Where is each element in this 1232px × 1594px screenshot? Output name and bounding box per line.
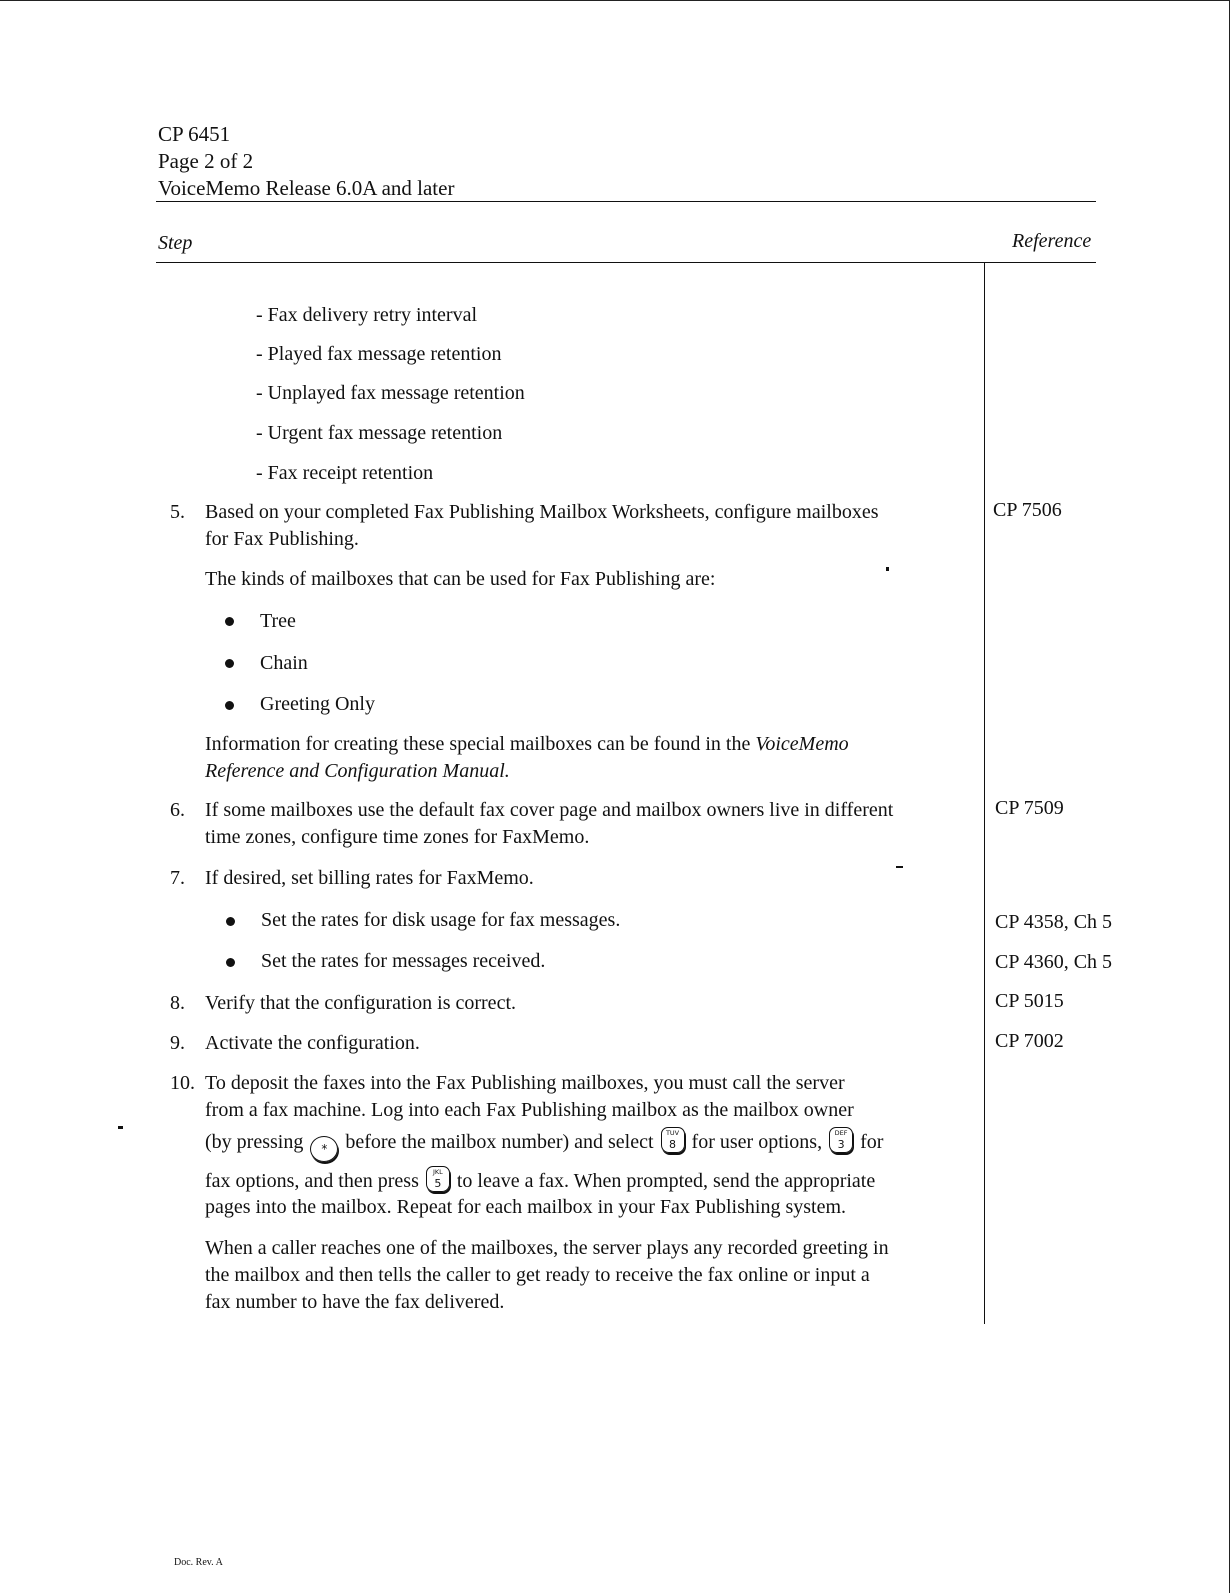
step-5-text-line2: for Fax Publishing.	[205, 528, 359, 550]
step-7-number: 7.	[170, 867, 185, 889]
step-10-text-segment: to leave a fax. When prompted, send the appropriate	[456, 1170, 876, 1192]
key-letters: TUV	[665, 1129, 680, 1137]
kind-tree: Tree	[260, 610, 296, 632]
bullet-icon	[226, 958, 235, 967]
key-digit: 3	[837, 1138, 845, 1151]
step-6-reference: CP 7509	[995, 797, 1064, 819]
doc-id: CP 6451	[158, 122, 231, 146]
dash-item-retry-interval: - Fax delivery retry interval	[256, 304, 478, 326]
dash-item-played-retention: - Played fax message retention	[256, 343, 502, 365]
step-6-number: 6.	[170, 799, 185, 821]
step-5-reference: CP 7506	[993, 499, 1062, 521]
step-10-text-line4	[205, 1166, 875, 1195]
step-10-text-line3	[205, 1127, 883, 1162]
step-7-sub-messages-received-reference: CP 4360, Ch 5	[995, 951, 1113, 973]
def-3-key-icon	[829, 1127, 853, 1153]
step-10-text-line1: To deposit the faxes into the Fax Publishing mailboxes, you must call the server	[205, 1072, 845, 1094]
kind-chain: Chain	[260, 652, 308, 674]
bullet-icon	[226, 917, 235, 926]
step-10-text-segment: before the mailbox number) and select	[345, 1131, 654, 1153]
manual-title-part1: VoiceMemo	[755, 733, 849, 755]
step-5-kinds-intro: The kinds of mailboxes that can be used for Fax Publishing are:	[205, 568, 716, 590]
info-text: Information for creating these special mailboxes can be found in the	[205, 733, 756, 755]
step-9-text: Activate the configuration.	[205, 1032, 420, 1054]
dash-item-unplayed-retention: - Unplayed fax message retention	[256, 382, 525, 404]
step-8-text: Verify that the configuration is correct.	[205, 992, 516, 1014]
step-9-number: 9.	[170, 1032, 185, 1054]
manual-title-part2: Reference and Configuration Manual.	[205, 760, 510, 782]
column-header-rule	[156, 262, 1096, 263]
page-number: Page 2 of 2	[158, 149, 254, 173]
key-digit: 5	[434, 1177, 442, 1190]
speck-mark	[886, 567, 889, 571]
jkl-5-key-icon	[426, 1166, 450, 1192]
reference-column-divider	[984, 262, 985, 1324]
release-line: VoiceMemo Release 6.0A and later	[158, 176, 455, 200]
star-key-symbol: *	[321, 1142, 328, 1156]
step-8-reference: CP 5015	[995, 990, 1064, 1012]
step-6-text-line1: If some mailboxes use the default fax cover page and mailbox owners live in different	[205, 799, 894, 821]
dash-mark	[896, 866, 903, 868]
dash-item-receipt-retention: - Fax receipt retention	[256, 462, 434, 484]
bullet-icon	[225, 701, 234, 710]
step-10-text-segment: (by pressing	[205, 1131, 304, 1153]
step-7-sub-disk-usage-reference: CP 4358, Ch 5	[995, 911, 1113, 933]
step-6-text-line2: time zones, configure time zones for FaxMemo.	[205, 826, 590, 848]
key-digit: 8	[669, 1138, 677, 1151]
column-header-step: Step	[158, 232, 193, 254]
step-10-text-line2: from a fax machine. Log into each Fax Publishing mailbox as the mailbox owner	[205, 1099, 854, 1121]
step-10-text-line5: pages into the mailbox. Repeat for each mailbox in your Fax Publishing system.	[205, 1196, 847, 1218]
dash-item-urgent-retention: - Urgent fax message retention	[256, 422, 503, 444]
margin-dot-mark	[118, 1126, 123, 1129]
key-letters: DEF	[834, 1129, 848, 1137]
header-rule	[156, 201, 1096, 202]
step-8-number: 8.	[170, 992, 185, 1014]
step-10-para-line3: fax number to have the fax delivered.	[205, 1291, 505, 1313]
step-9-reference: CP 7002	[995, 1030, 1064, 1052]
step-7-sub-disk-usage: Set the rates for disk usage for fax messages.	[261, 909, 621, 931]
step-10-text-segment: for user options,	[691, 1131, 823, 1153]
bullet-icon	[225, 659, 234, 668]
star-key-icon	[310, 1136, 338, 1162]
step-10-para-line1: When a caller reaches one of the mailboxes, the server plays any recorded greeting in	[205, 1237, 889, 1259]
key-letters: JKL	[432, 1168, 443, 1176]
bullet-icon	[225, 617, 234, 626]
tuv-8-key-icon	[661, 1127, 685, 1153]
doc-revision: Doc. Rev. A	[174, 1557, 223, 1568]
step-5-info-line1	[205, 731, 849, 758]
step-10-number: 10.	[170, 1072, 195, 1094]
step-10-text-segment: fax options, and then press	[205, 1170, 419, 1192]
step-7-text: If desired, set billing rates for FaxMemo.	[205, 867, 534, 889]
column-header-reference: Reference	[1012, 230, 1092, 252]
step-7-sub-messages-received: Set the rates for messages received.	[261, 950, 546, 972]
kind-greeting-only: Greeting Only	[260, 693, 375, 715]
step-10-text-segment: for	[860, 1131, 884, 1153]
step-10-para-line2: the mailbox and then tells the caller to get ready to receive the fax online or input a	[205, 1264, 870, 1286]
step-5-number: 5.	[170, 501, 185, 523]
step-5-text-line1: Based on your completed Fax Publishing Mailbox Worksheets, configure mailboxes	[205, 501, 879, 523]
